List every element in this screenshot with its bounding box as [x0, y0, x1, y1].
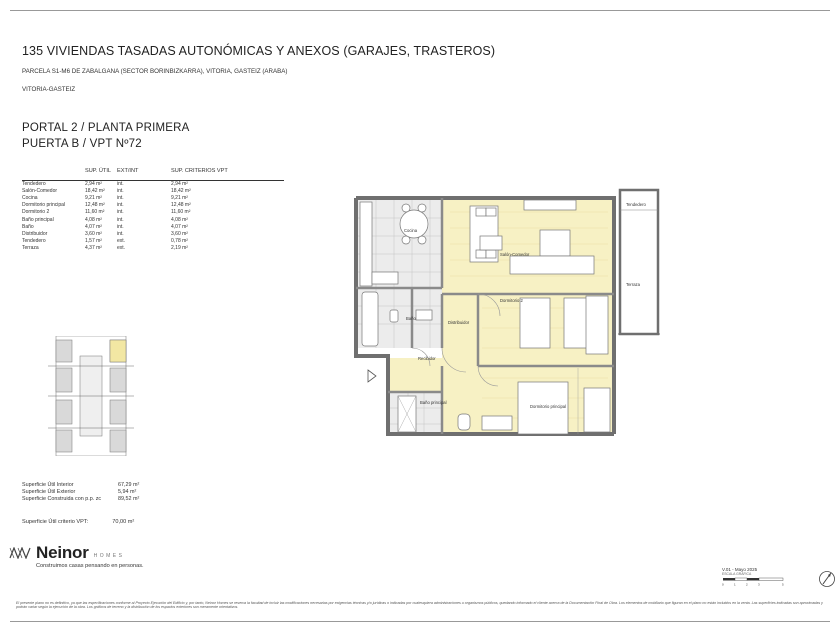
surface-value-cell: 4,08 m² [85, 216, 102, 223]
brand-logo [9, 543, 124, 563]
surface-value-cell: 12,48 m² [171, 202, 191, 209]
surface-table-row [22, 230, 228, 237]
surface-table-row [22, 245, 228, 252]
surface-value-cell: int. [117, 230, 124, 237]
surface-table-row [22, 216, 228, 223]
scale-tick: 2 [746, 582, 748, 587]
surface-value-cell: 2,94 m² [171, 180, 188, 187]
surface-value-cell: 18,42 m² [171, 187, 191, 194]
surface-value-cell: int. [117, 187, 124, 194]
surface-value-cell: 0,78 m² [171, 238, 188, 245]
surface-value-cell: 3,60 m² [171, 230, 188, 237]
total-row [22, 482, 172, 489]
surface-value-cell: 4,08 m² [171, 216, 188, 223]
surface-value-cell: 3,60 m² [85, 230, 102, 237]
brand-suffix: HOMES [93, 553, 125, 559]
floor-plan [350, 188, 665, 448]
surface-value-cell: int. [117, 180, 124, 187]
brand-tagline: Construimos casas pensando en personas. [36, 563, 144, 569]
surface-table-row [22, 238, 228, 245]
surface-value-cell: 9,21 m² [85, 194, 102, 201]
surface-table-body [22, 180, 228, 252]
vpt-total-value: 70,00 m² [112, 519, 135, 525]
label-bano-principal: Baño principal [420, 400, 447, 405]
surface-value-cell: 11,60 m² [85, 209, 105, 216]
scale-tick: 3 [758, 582, 760, 587]
surface-table-row [22, 194, 228, 201]
room-name-cell: Dormitorio principal [22, 202, 66, 209]
label-dormitorio-principal: Dormitorio principal [530, 404, 567, 409]
room-name-cell: Salón-Comedor [22, 187, 58, 194]
header-cell: SUP. ÚTIL [85, 168, 112, 174]
scale-tick: 1 [734, 582, 736, 587]
surface-value-cell: 1,57 m² [85, 238, 102, 245]
surface-table-row [22, 209, 228, 216]
total-label: Superficie Útil Interior [22, 482, 74, 488]
surface-value-cell: 11,60 m² [171, 209, 191, 216]
surface-value-cell: ext. [117, 245, 126, 252]
label-tendedero: Tendedero [626, 202, 646, 207]
portal-floor-heading: PORTAL 2 / PLANTA PRIMERA [22, 122, 190, 134]
total-value: 89,52 m² [118, 496, 140, 502]
scale-block [722, 567, 786, 588]
room-name-cell: Tendedero [22, 180, 46, 187]
surface-value-cell: int. [117, 223, 124, 230]
surface-value-cell: 2,19 m² [171, 245, 188, 252]
door-vpt-heading: PUERTA B / VPT Nº72 [22, 138, 142, 150]
legal-disclaimer: El presente plano no es definitivo, ya que las especificaciones conforme al Proyecto Ejecución del Edificio y, por tanto, Neinor Homes se reserva la facultad de incluir las modificaciones necesarias por exigencias técnicas y/o jurídicas o indicadas por cualesquiera administraciones u organismos públicos, quedando informado el cliente acerca de la Documentación Final de Obra. Los elementos de mobiliario que figuran en el plano no están incluidos en la venta. Las superficies indicadas son aproximadas y podrán variar según la ejecución de la obra. Los gráficos de terreno y la distribución de los espacios exteriores son meramente orientativos. [16, 601, 823, 610]
label-dormitorio2: Dormitorio 2 [500, 298, 523, 303]
brand-name: Neinor [36, 543, 89, 562]
header-cell: EXT/INT [117, 168, 139, 174]
header-cell [22, 168, 85, 180]
total-value: 67,29 m² [118, 482, 140, 488]
project-city: VITORIA-GASTEIZ [22, 86, 76, 93]
total-value: 5,94 m² [118, 489, 137, 495]
header-cell: SUP. CRITERIOS VPT [171, 168, 228, 174]
surface-table-row [22, 180, 228, 187]
vpt-total-label: Superficie Útil criterio VPT: [22, 519, 89, 525]
label-bano: Baño [406, 316, 416, 321]
label-salon: Salón-Comedor [500, 252, 530, 257]
surface-value-cell: int. [117, 216, 124, 223]
surface-table-row [22, 223, 228, 230]
room-name-cell: Distribuidor [22, 230, 48, 237]
surface-value-cell: ext. [117, 238, 126, 245]
surface-value-cell: 2,94 m² [85, 180, 102, 187]
surface-table-row [22, 202, 228, 209]
plan-version: V.01 - Mayo 2025 [722, 567, 758, 572]
project-address: PARCELA S1-M6 DE ZABALGANA (SECTOR BORINBIZKARRA), VITORIA, GASTEIZ (ARABA) [22, 68, 288, 75]
key-plan-thumbnail [48, 336, 134, 456]
room-name-cell: Baño principal [22, 216, 54, 223]
surface-value-cell: 4,37 m² [85, 245, 102, 252]
surface-value-cell: int. [117, 202, 124, 209]
total-label: Superficie Útil Exterior [22, 489, 76, 495]
total-row [22, 496, 172, 503]
total-row [22, 489, 172, 496]
surface-value-cell: int. [117, 194, 124, 201]
total-label: Superficie Construida con p.p. zc [22, 496, 102, 502]
surface-value-cell: 4,07 m² [85, 223, 102, 230]
room-name-cell: Tendedero [22, 238, 46, 245]
north-arrow-icon [818, 570, 836, 588]
label-cocina: Cocina [404, 228, 418, 233]
surface-table-row [22, 187, 228, 194]
room-name-cell: Cocina [22, 194, 38, 201]
scale-tick: 5 [782, 582, 784, 587]
surface-value-cell: 12,48 m² [85, 202, 105, 209]
surface-value-cell: 18,42 m² [85, 187, 105, 194]
label-terraza: Terraza [626, 282, 640, 287]
surface-value-cell: 9,21 m² [171, 194, 188, 201]
project-title: 135 VIVIENDAS TASADAS AUTONÓMICAS Y ANEXOS (GARAJES, TRASTEROS) [22, 44, 496, 58]
surface-value-cell: int. [117, 209, 124, 216]
table-divider [22, 180, 284, 181]
scale-label: ESCALA GRÁFICA [722, 572, 752, 576]
scale-bar [722, 577, 786, 587]
room-name-cell: Terraza [22, 245, 39, 252]
surface-value-cell: 4,07 m² [171, 223, 188, 230]
surface-totals [22, 482, 172, 503]
room-name-cell: Dormitorio 2 [22, 209, 50, 216]
scale-tick: 0 [722, 582, 724, 587]
room-name-cell: Baño [22, 223, 34, 230]
label-distribuidor: Distribuidor [448, 320, 470, 325]
neinor-logo-icon [9, 547, 31, 559]
surface-table-header [22, 168, 228, 180]
label-recibidor: Recibidor [418, 356, 436, 361]
vpt-total [22, 519, 134, 525]
